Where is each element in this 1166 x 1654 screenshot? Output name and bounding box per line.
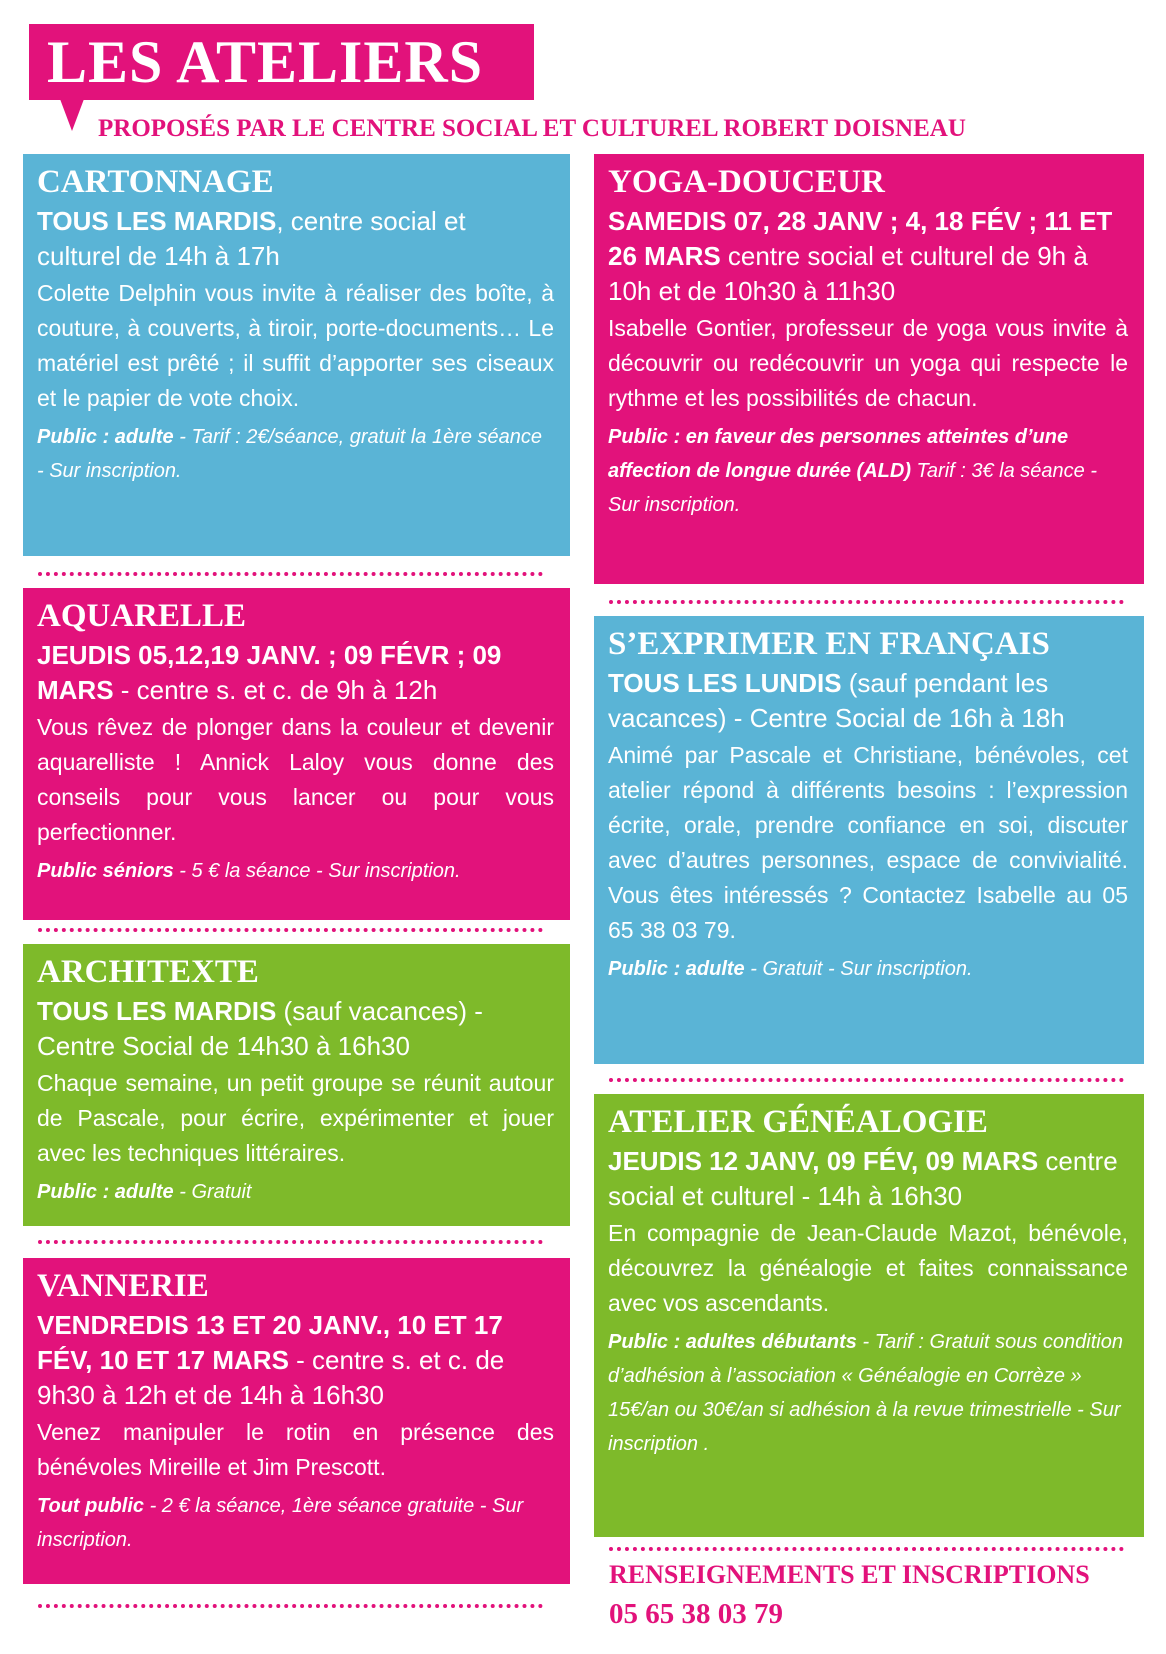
title-banner [29,24,534,100]
card-description: Isabelle Gontier, professeur de yoga vous invite à découvrir ou redécouvrir un yoga qui respecte le rythme et les possibilités de chacun. [608,315,1128,411]
dotted-separator [609,1078,1124,1082]
dotted-separator [609,600,1124,604]
card-cartonnage [23,154,570,556]
page-title: LES ATELIERS [47,29,484,95]
card-schedule: VENDREDIS 13 ET 20 JANV., 10 ET 17 FÉV, 10 ET 17 MARS - centre s. et c. de 9h30 à 12h et de 14h à 16h30 [37,1310,505,1410]
card-title: ATELIER GÉNÉALOGIE [608,1104,988,1140]
card-title: ARCHITEXTE [37,954,259,990]
card-yoga-douceur [594,154,1144,584]
card-schedule: JEUDIS 12 JANV, 09 FÉV, 09 MARS centre social et culturel - 14h à 16h30 [608,1146,1118,1211]
card-title: AQUARELLE [37,598,247,634]
card-schedule: TOUS LES MARDIS, centre social et culturel de 14h à 17h [37,206,466,271]
card-sexprimer-en-francais [594,616,1144,1064]
dotted-separator [38,572,543,576]
card-info: Public : en faveur des personnes atteintes d’une affection de longue durée (ALD) Tarif : 3€ la séance - Sur inscription. [608,426,1098,516]
card-schedule: JEUDIS 05,12,19 JANV. ; 09 FÉVR ; 09 MARS - centre s. et c. de 9h à 12h [37,640,502,705]
card-info: Public : adulte - Gratuit [37,1181,252,1203]
dotted-separator [38,928,543,932]
card-description: Venez manipuler le rotin en présence des bénévoles Mireille et Jim Prescott. [37,1419,554,1480]
card-atelier-genealogie [594,1094,1144,1537]
card-title: CARTONNAGE [37,164,274,200]
card-info: Tout public - 2 € la séance, 1ère séance gratuite - Sur inscription. [37,1495,524,1551]
card-schedule: TOUS LES MARDIS (sauf vacances) - Centre Social de 14h30 à 16h30 [37,996,483,1061]
card-info: Public : adulte - Tarif : 2€/séance, gratuit la 1ère séance - Sur inscription. [37,426,543,482]
contact-heading: RENSEIGNEMENTS ET INSCRIPTIONS [609,1560,1090,1589]
contact-phone: 05 65 38 03 79 [609,1598,783,1630]
dotted-separator [609,1547,1124,1551]
card-aquarelle [23,588,570,920]
card-title: VANNERIE [37,1268,209,1304]
card-info: Public : adulte - Gratuit - Sur inscription. [608,958,973,980]
card-info: Public séniors - 5 € la séance - Sur inscription. [37,860,461,882]
card-description: Colette Delphin vous invite à réaliser des boîte, à couture, à couverts, à tiroir, porte-documents… Le matériel est prêté ; il suffit d’apporter ses ciseaux et le papier de vote choix. [37,280,554,411]
card-info: Public : adultes débutants - Tarif : Gratuit sous condition d’adhésion à l’association « Généalogie en Corrèze » 15€/an ou 30€/an si adhésion à la revue trimestrielle - Sur inscription . [608,1331,1123,1455]
banner-speech-tail [60,99,84,131]
page-subtitle: PROPOSÉS PAR LE CENTRE SOCIAL ET CULTUREL ROBERT DOISNEAU [98,115,966,142]
card-architexte [23,944,570,1226]
dotted-separator [38,1240,543,1244]
card-schedule: SAMEDIS 07, 28 JANV ; 4, 18 FÉV ; 11 ET 26 MARS centre social et culturel de 9h à 10h et de 10h30 à 11h30 [608,206,1113,306]
card-vannerie [23,1258,570,1584]
dotted-separator [38,1604,543,1608]
card-description: En compagnie de Jean-Claude Mazot, bénévole, découvrez la généalogie et faites connaissance avec vos ascendants. [608,1220,1128,1316]
card-title: S’EXPRIMER EN FRANÇAIS [608,626,1050,662]
card-description: Chaque semaine, un petit groupe se réunit autour de Pascale, pour écrire, expérimenter et jouer avec les techniques littéraires. [37,1070,554,1166]
card-title: YOGA-DOUCEUR [608,164,885,200]
card-description: Animé par Pascale et Christiane, bénévoles, cet atelier répond à différents besoins : l’expression écrite, orale, prendre confiance en soi, discuter avec d’autres personnes, espace de convivialité. Vous êtes intéressés ? Contactez Isabelle au 05 65 38 03 79. [608,742,1128,943]
card-schedule: TOUS LES LUNDIS (sauf pendant les vacances) - Centre Social de 16h à 18h [608,668,1065,733]
card-description: Vous rêvez de plonger dans la couleur et devenir aquarelliste ! Annick Laloy vous donne des conseils pour vous lancer ou pour vous perfectionner. [37,714,554,845]
